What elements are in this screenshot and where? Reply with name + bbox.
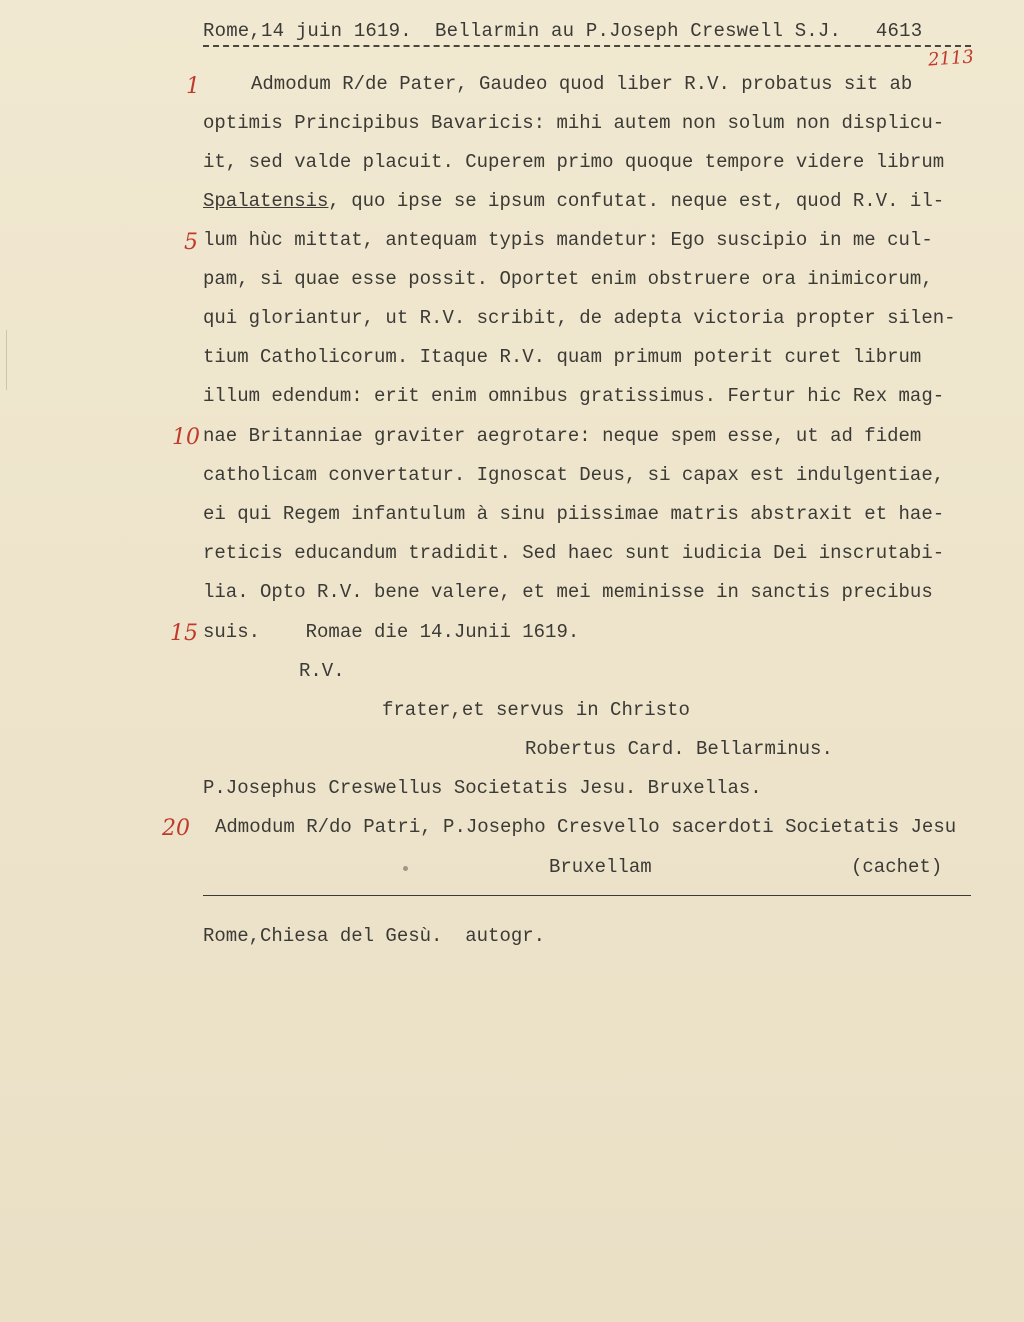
source-note: Rome,Chiesa del Gesù. autogr. [203,925,546,947]
signature: Robertus Card. Bellarminus. [525,738,833,760]
document-header: Rome,14 juin 1619. Bellarmin au P.Joseph Creswell S.J. 4613 [203,20,923,42]
address-line: Admodum R/do Patri, P.Josepho Cresvello sacerdoti Societatis Jesu [215,816,957,838]
salutation: R.V. [299,660,345,682]
letter-line-7: qui gloriantur, ut R.V. scribit, de adepta victoria propter silen- [203,307,956,329]
letter-line-8: tium Catholicorum. Itaque R.V. quam primum poterit curet librum [203,346,922,368]
letter-line-13: reticis educandum tradidit. Sed haec sunt iudicia Dei inscrutabi- [203,542,945,564]
letter-line-4 [203,190,944,212]
margin-number-10: 10 [172,425,200,450]
margin-number-5: 5 [184,230,198,255]
letter-line-1: Admodum R/de Pater, Gaudeo quod liber R.V. probatus sit ab [251,73,913,95]
footer-rule [203,895,971,896]
letter-line-4-rest: , quo ipse se ipsum confutat. neque est, quod R.V. il- [328,190,945,212]
letter-line-15: suis. Romae die 14.Junii 1619. [203,621,580,643]
ink-dot [403,866,408,871]
letter-line-10: nae Britanniae graviter aegrotare: neque spem esse, ut ad fidem [203,425,922,447]
margin-number-15: 15 [170,621,198,646]
letter-line-2: optimis Principibus Bavaricis: mihi autem non solum non displicu- [203,112,945,134]
letter-line-6: pam, si quae esse possit. Oportet enim obstruere ora inimicorum, [203,268,933,290]
margin-number-1: 1 [186,74,200,99]
seal-note: (cachet) [851,856,943,878]
letter-line-14: lia. Opto R.V. bene valere, et mei meminisse in sanctis precibus [203,581,933,603]
address-city: Bruxellam [549,856,652,878]
letter-line-3: it, sed valde placuit. Cuperem primo quoque tempore videre librum [203,151,945,173]
letter-line-9: illum edendum: erit enim omnibus gratissimus. Fertur hic Rex mag- [203,385,945,407]
closing: frater,et servus in Christo [382,699,690,721]
underlined-word: Spalatensis [203,190,329,212]
letter-line-5: lum hùc mittat, antequam typis mandetur: Ego suscipio in me cul- [203,229,933,251]
recipient-line: P.Josephus Creswellus Societatis Jesu. Bruxellas. [203,777,762,799]
letter-line-11: catholicam convertatur. Ignoscat Deus, si capax est indulgentiae, [203,464,945,486]
handwritten-archive-number: 2113 [927,46,975,71]
margin-number-20: 20 [162,816,190,841]
header-dashed-rule [203,45,971,47]
paper-mark [6,330,7,390]
letter-line-12: ei qui Regem infantulum à sinu piissimae matris abstraxit et hae- [203,503,945,525]
